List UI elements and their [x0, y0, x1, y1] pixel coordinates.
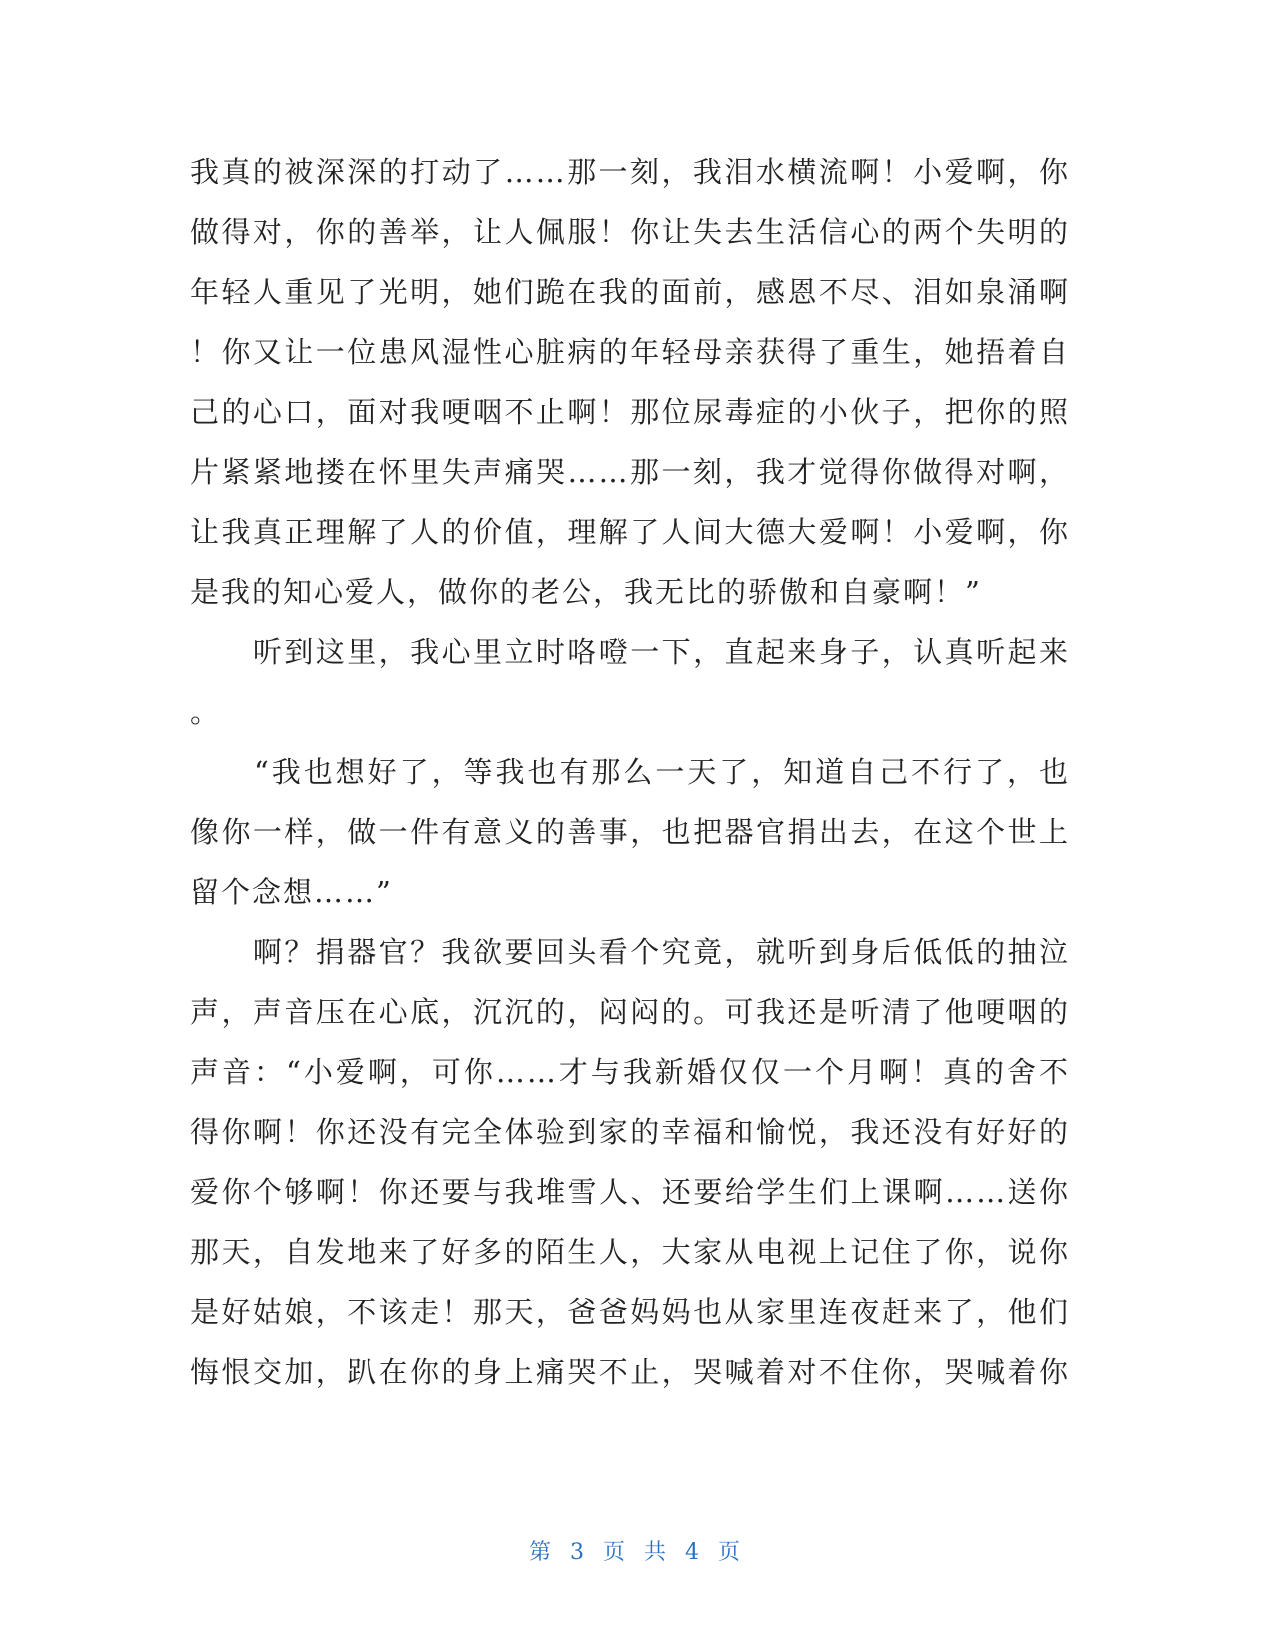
text-line: 声，声音压在心底，沉沉的，闷闷的。可我还是听清了他哽咽的	[190, 995, 1070, 1029]
text-line: 爱你个够啊！你还要与我堆雪人、还要给学生们上课啊……送你	[190, 1175, 1070, 1209]
text-line: 声音：“小爱啊，可你……才与我新婚仅仅一个月啊！真的舍不	[190, 1055, 1070, 1089]
text-line: 是我的知心爱人，做你的老公，我无比的骄傲和自豪啊！”	[190, 575, 982, 609]
text-line: 悔恨交加，趴在你的身上痛哭不止，哭喊着对不住你，哭喊着你	[190, 1355, 1070, 1389]
text-line: 听到这里，我心里立时咯噔一下，直起来身子，认真听起来	[190, 635, 1070, 669]
text-line: 像你一样，做一件有意义的善事，也把器官捐出去，在这个世上	[190, 815, 1070, 849]
text-line: 让我真正理解了人的价值，理解了人间大德大爱啊！小爱啊，你	[190, 515, 1070, 549]
text-line: 啊？捐器官？我欲要回头看个究竟，就听到身后低低的抽泣	[190, 935, 1070, 969]
text-line: 得你啊！你还没有完全体验到家的幸福和愉悦，我还没有好好的	[190, 1115, 1070, 1149]
page-number-footer: 第 3 页 共 4 页	[529, 1540, 746, 1565]
text-line: 我真的被深深的打动了……那一刻，我泪水横流啊！小爱啊，你	[190, 155, 1070, 189]
text-line: ！你又让一位患风湿性心脏病的年轻母亲获得了重生，她捂着自	[190, 335, 1070, 369]
text-line: 。	[190, 695, 222, 729]
text-line: 年轻人重见了光明，她们跪在我的面前，感恩不尽、泪如泉涌啊	[190, 275, 1070, 309]
text-line: 片紧紧地搂在怀里失声痛哭……那一刻，我才觉得你做得对啊，	[190, 455, 1070, 489]
text-line: “我也想好了，等我也有那么一天了，知道自己不行了，也	[190, 755, 1070, 789]
text-line: 留个念想……”	[190, 875, 393, 909]
text-line: 那天，自发地来了好多的陌生人，大家从电视上记住了你，说你	[190, 1235, 1070, 1269]
text-line: 做得对，你的善举，让人佩服！你让失去生活信心的两个失明的	[190, 215, 1070, 249]
text-line: 是好姑娘，不该走！那天，爸爸妈妈也从家里连夜赶来了，他们	[190, 1295, 1070, 1329]
body-text	[190, 142, 1070, 1402]
text-line: 己的心口，面对我哽咽不止啊！那位尿毒症的小伙子，把你的照	[190, 395, 1070, 429]
